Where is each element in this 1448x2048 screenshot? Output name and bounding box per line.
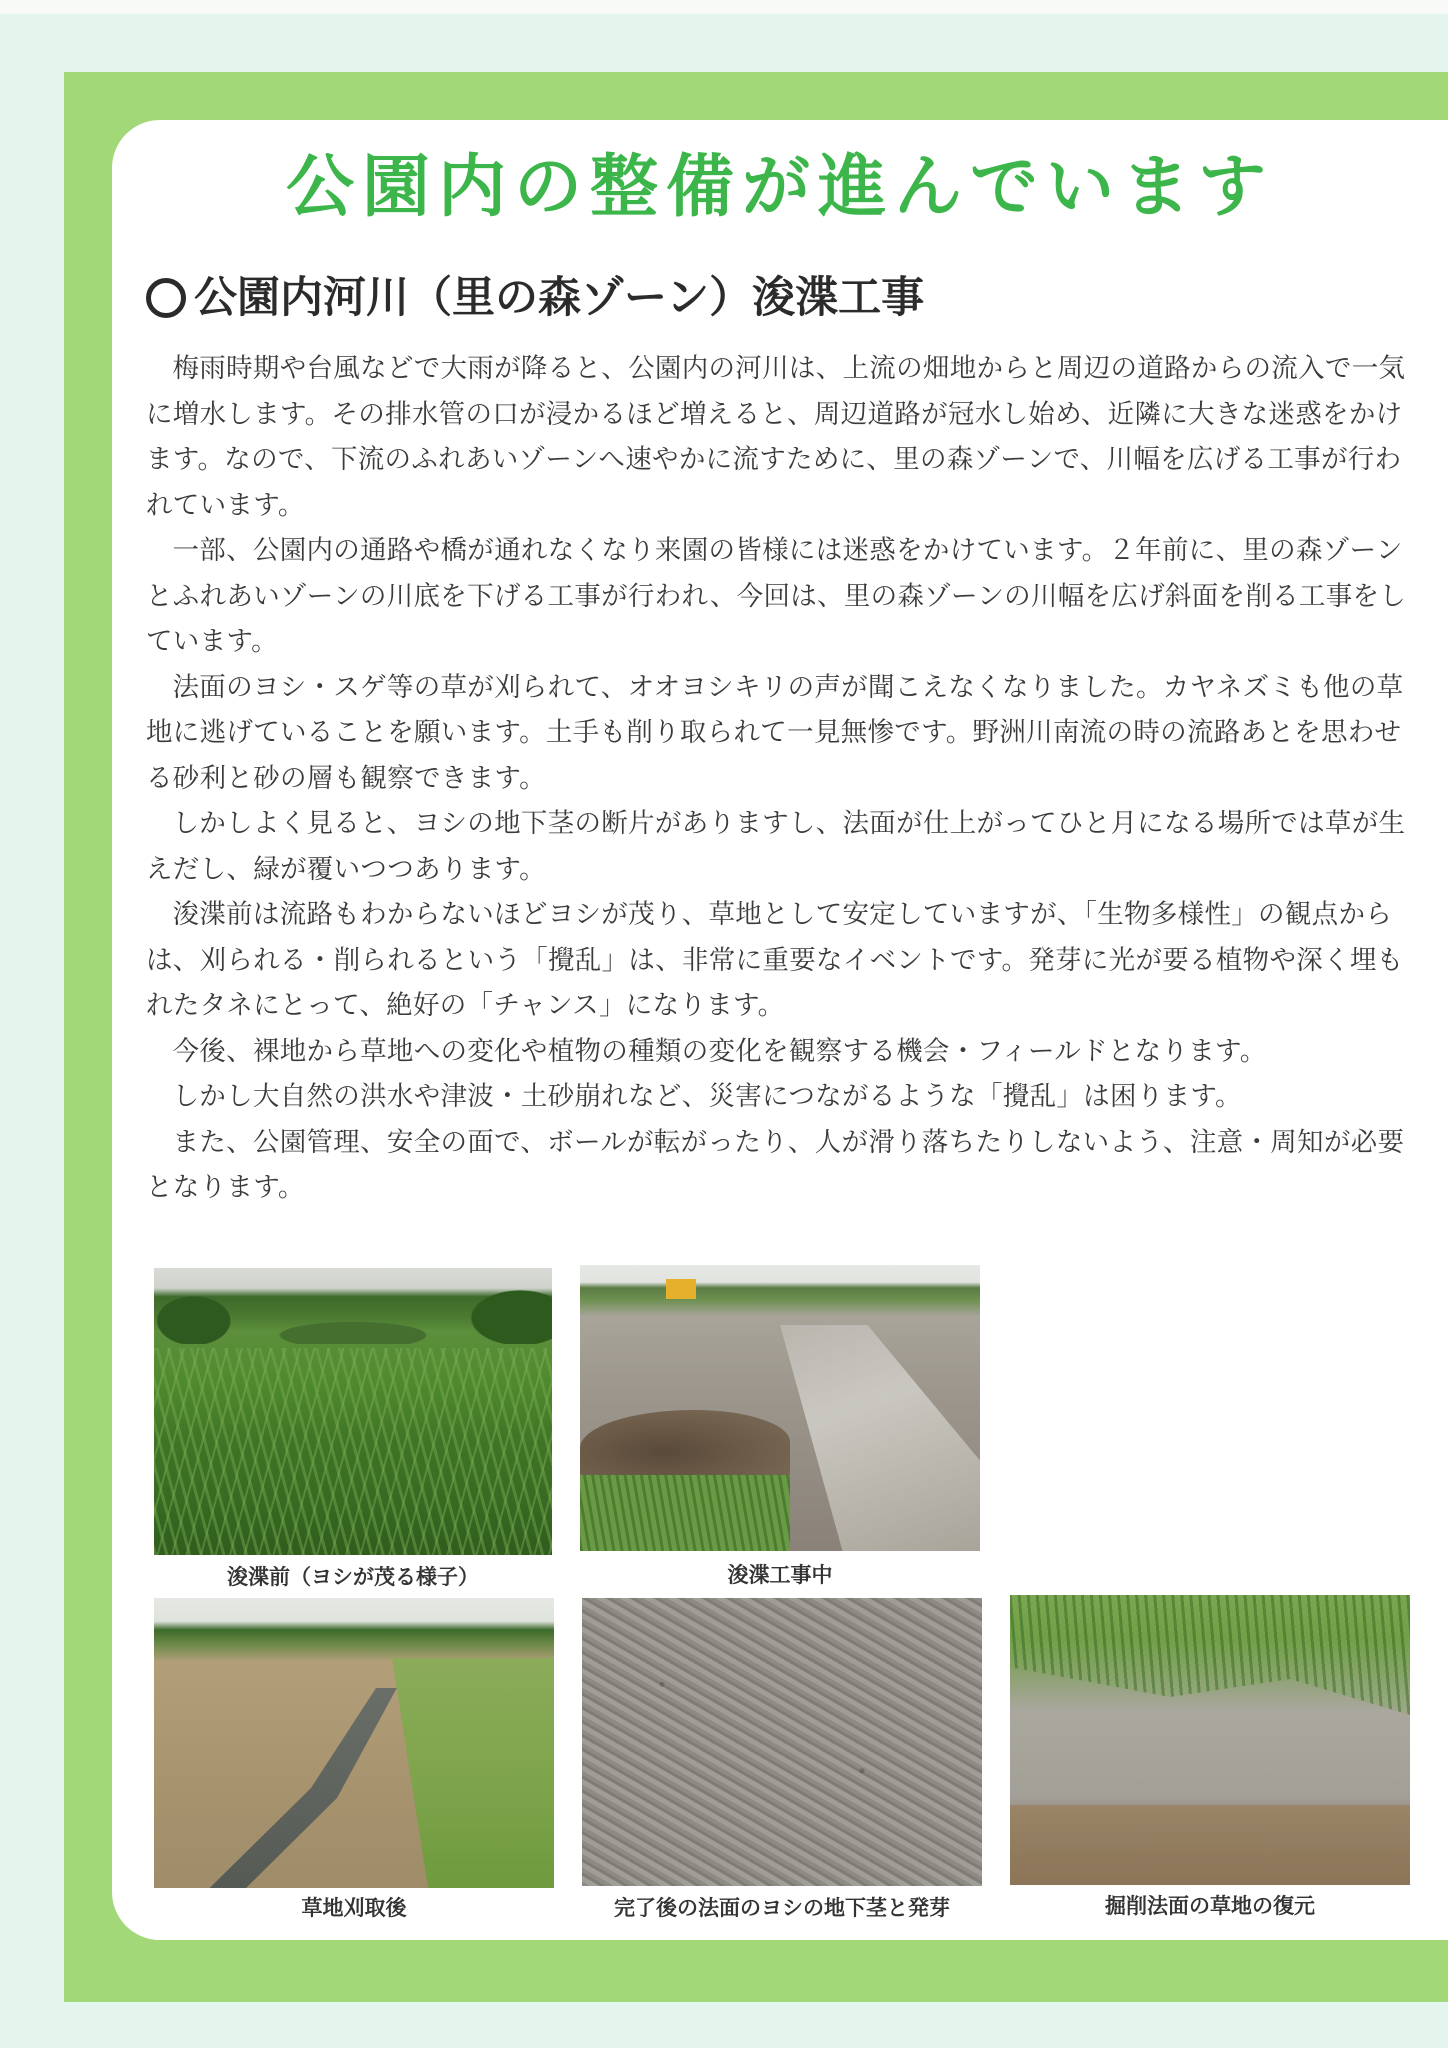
paragraph: 今後、裸地から草地への変化や植物の種類の変化を観察する機会・フィールドとなります。 xyxy=(172,1035,1267,1067)
photo-caption: 浚渫前（ヨシが茂る様子） xyxy=(227,1565,479,1589)
photo-caption: 完了後の法面のヨシの地下茎と発芽 xyxy=(614,1896,950,1920)
article-body xyxy=(146,346,1414,1211)
photo-new-grass xyxy=(1010,1595,1410,1715)
paragraph: 一部、公園内の通路や橋が通れなくなり来園の皆様には迷惑をかけています。２年前に、里の森ゾーンとふれあいゾーンの川底を下げる工事が行われ、今回は、里の森ゾーンの川幅を広げ斜面を削る工事をしています。 xyxy=(146,535,1407,657)
photo-spoil-heap xyxy=(580,1410,790,1480)
photo-caption: 草地刈取後 xyxy=(301,1896,407,1920)
photo-grass-restoration xyxy=(1010,1595,1410,1885)
paragraph: しかしよく見ると、ヨシの地下茎の断片がありますし、法面が仕上がってひと月になる場所では草が生えだし、緑が覆いつつあります。 xyxy=(146,808,1406,885)
section-heading-text: 公園内河川（里の森ゾーン）浚渫工事 xyxy=(194,273,925,323)
photo-caption: 掘削法面の草地の復元 xyxy=(1105,1894,1315,1918)
paragraph: また、公園管理、安全の面で、ボールが転がったり、人が滑り落ちたりしないよう、注意・周知が必要となります。 xyxy=(146,1126,1405,1203)
paragraph: 浚渫前は流路もわからないほどヨシが茂り、草地として安定していますが、「生物多様性」の観点からは、刈られる・削られるという「攪乱」は、非常に重要なイベントです。発芽に光が要る植物や深く埋もれたタネにとって、絶好の「チャンス」になります。 xyxy=(146,899,1404,1021)
photo-green-bank xyxy=(374,1658,554,1888)
photo-excavator xyxy=(666,1279,696,1299)
photo-slope-rhizomes xyxy=(582,1598,982,1886)
paragraph: 梅雨時期や台風などで大雨が降ると、公園内の河川は、上流の畑地からと周辺の道路からの流入で一気に増水します。その排水管の口が浸かるほど増えると、周辺道路が冠水し始め、近隣に大きな迷惑をかけます。なので、下流のふれあいゾーンへ速やかに流すために、里の森ゾーンで、川幅を広げる工事が行われています。 xyxy=(146,353,1406,521)
photo-pond xyxy=(1010,1805,1410,1885)
section-heading xyxy=(146,270,924,326)
paragraph: しかし大自然の洪水や津波・土砂崩れなど、災害につながるような「攪乱」は困ります。 xyxy=(172,1081,1242,1112)
photo-caption: 浚渫工事中 xyxy=(727,1563,833,1587)
photo-reeds xyxy=(154,1348,552,1555)
photo-before-dredging xyxy=(154,1268,552,1555)
photo-after-grass-cut xyxy=(154,1598,554,1888)
page-top-edge xyxy=(0,0,1448,14)
photo-dredging-in-progress xyxy=(580,1265,980,1551)
photo-grass xyxy=(580,1475,790,1551)
paragraph: 法面のヨシ・スゲ等の草が刈られて、オオヨシキリの声が聞こえなくなりました。カヤネズミも他の草地に逃げていることを願います。土手も削り取られて一見無惨です。野洲川南流の時の流路あとを思わせる砂利と砂の層も観察できます。 xyxy=(146,671,1404,794)
circle-bullet-icon xyxy=(146,278,186,318)
photo-trees xyxy=(154,1286,552,1344)
page-title: 公園内の整備が進んでいます xyxy=(285,148,1274,227)
